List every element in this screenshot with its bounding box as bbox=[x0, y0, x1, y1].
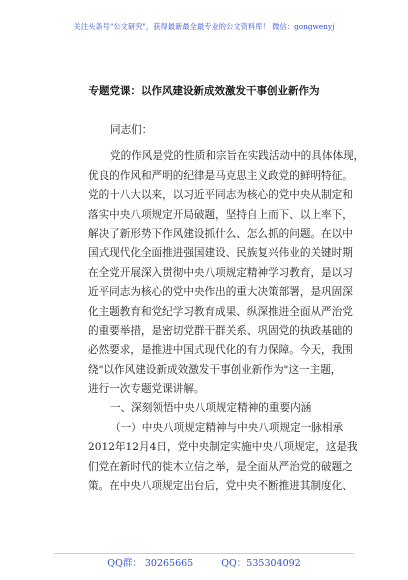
paragraph-line: 在全党开展深入贯彻中央八项规定精神学习教育，是以习 bbox=[88, 266, 353, 279]
paragraph-line: 们党在新时代的徙木立信之举，是全面从严治党的破题之 bbox=[88, 460, 353, 473]
document-title: 专题党课：以作风建设新成效激发干事创业新作为 bbox=[88, 85, 320, 97]
paragraph-line: 必然要求，是推进中国式现代化的有力保障。今天，我围 bbox=[88, 344, 353, 357]
paragraph-line: 化主题教育和党纪学习教育成果、纵深推进全面从严治党 bbox=[88, 305, 353, 318]
paragraph-line: 解决了新形势下作风建设抓什么、怎么抓的问题。在以中 bbox=[88, 227, 353, 240]
paragraph-line: 策。在中央八项规定出台后，党中央不断推进其制度化、 bbox=[88, 480, 353, 493]
paragraph-line: 党的十八大以来，以习近平同志为核心的党中央从制定和 bbox=[88, 189, 353, 202]
paragraph-line: 2012年12月4日，党中央制定实施中央八项规定，这是我 bbox=[88, 441, 358, 454]
paragraph-line: 优良的作风和严明的纪律是马克思主义政党的鲜明特征。 bbox=[88, 169, 353, 182]
salutation: 同志们： bbox=[110, 124, 153, 136]
paragraph-line: 进行一次专题党课讲解。 bbox=[88, 383, 205, 396]
subsection-heading: （一）中央八项规定精神与中央八项规定一脉相承 bbox=[110, 421, 344, 434]
footer-qq-group: QQ群： 30265665 bbox=[107, 558, 194, 569]
section-heading: 一、深刻领悟中央八项规定精神的重要内涵 bbox=[110, 402, 312, 415]
footer-contact bbox=[0, 555, 408, 569]
paragraph-line: 近平同志为核心的党中央作出的重大决策部署，是巩固深 bbox=[88, 286, 353, 299]
paragraph-line: 党的作风是党的性质和宗旨在实践活动中的具体体现， bbox=[110, 150, 365, 163]
paragraph-line: 国式现代化全面推进强国建设、民族复兴伟业的关键时期 bbox=[88, 247, 353, 260]
paragraph-line: 落实中央八项规定开局破题，坚持自上而下、以上率下， bbox=[88, 208, 353, 221]
footer-qq: QQ：535304092 bbox=[221, 558, 301, 569]
paragraph-line: 绕"以作风建设新成效激发干事创业新作为"这一主题， bbox=[88, 363, 342, 376]
document-body bbox=[88, 121, 365, 496]
paragraph-line: 的重要举措，是密切党群干群关系、巩固党的执政基础的 bbox=[88, 324, 353, 337]
header-promo-note: 关注头条号"公文研究"，获得最新最全最专业的公文资料库！ 微信：gongwenyj bbox=[73, 22, 335, 31]
footer-divider bbox=[54, 553, 354, 554]
